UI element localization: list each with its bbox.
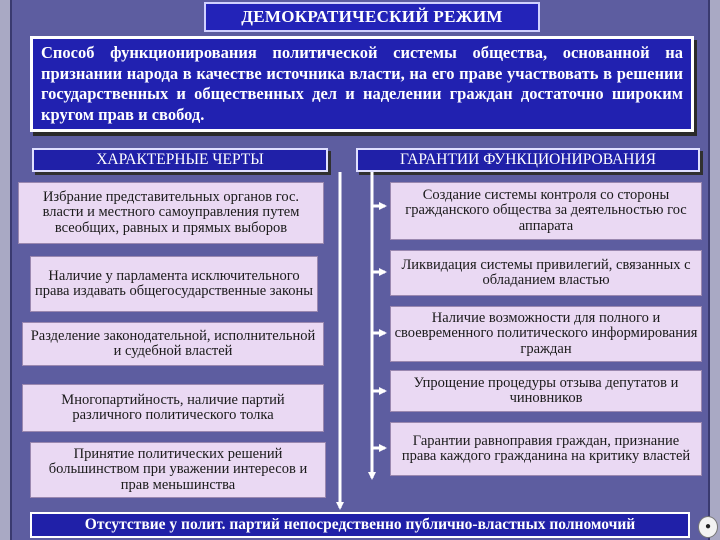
- page-title: ДЕМОКРАТИЧЕСКИЙ РЕЖИМ: [204, 2, 540, 32]
- guarantees-heading: ГАРАНТИИ ФУНКЦИОНИРОВАНИЯ: [356, 148, 700, 172]
- feature-item: Принятие политических решений большинством при уважении интересов и прав меньшинства: [30, 442, 326, 498]
- corner-badge-icon: ●: [698, 516, 718, 538]
- feature-item: Наличие у парламента исключительного права издавать общегосударственные законы: [30, 256, 318, 312]
- feature-item: Разделение законодательной, исполнительной и судебной властей: [22, 322, 324, 366]
- feature-item: Избрание представительных органов гос. власти и местного самоуправления путем всеобщих, равных и прямых выборов: [18, 182, 324, 244]
- guarantee-item: Создание системы контроля со стороны гражданского общества за деятельностью гос аппарата: [390, 182, 702, 240]
- guarantee-item: Упрощение процедуры отзыва депутатов и чиновников: [390, 370, 702, 412]
- definition-box: Способ функционирования политической системы общества, основанной на признании народа в качестве источника власти, на его праве участвовать в решении государственных и общественных дел и наделении граждан достаточно широким кругом прав и свобод.: [30, 36, 694, 132]
- guarantee-item: Ликвидация системы привилегий, связанных с обладанием властью: [390, 250, 702, 296]
- guarantee-item: Гарантии равноправия граждан, признание права каждого гражданина на критику властей: [390, 422, 702, 476]
- guarantee-item: Наличие возможности для полного и своевременного политического информирования граждан: [390, 306, 702, 362]
- bottom-statement: Отсутствие у полит. партий непосредственно публично-властных полномочий: [30, 512, 690, 538]
- feature-item: Многопартийность, наличие партий различного политического толка: [22, 384, 324, 432]
- features-heading: ХАРАКТЕРНЫЕ ЧЕРТЫ: [32, 148, 328, 172]
